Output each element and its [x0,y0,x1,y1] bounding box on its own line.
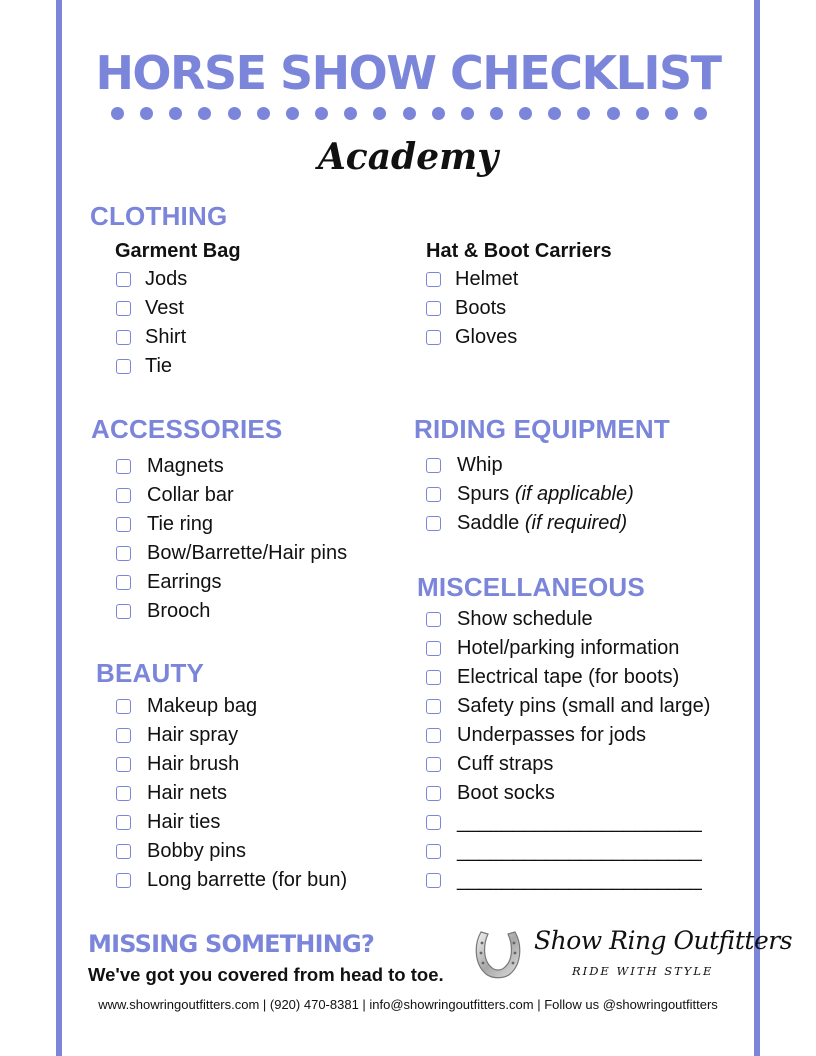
brand-slogan: RIDE WITH STYLE [572,964,714,978]
checkbox[interactable] [116,575,131,590]
brand-name: Show Ring Outfitters [534,926,793,955]
checklist-item-label: Boot socks [457,782,555,804]
checkbox[interactable] [116,699,131,714]
horseshoe-icon [472,926,524,980]
checkbox[interactable] [426,815,441,830]
checklist-item-label: Brooch [147,600,211,622]
divider-dot [198,107,211,120]
checklist-item-label: Safety pins (small and large) [457,695,711,717]
divider-dot [344,107,357,120]
divider-dot [257,107,270,120]
miscellaneous-heading: MISCELLANEOUS [417,572,645,602]
checklist-item-note: (if applicable) [514,483,634,505]
checkbox[interactable] [426,670,441,685]
checklist-item-label: Electrical tape (for boots) [457,666,680,688]
checkbox[interactable] [116,517,131,532]
checkbox[interactable] [116,488,131,503]
checklist-item-label: Show schedule [457,608,593,630]
divider-dot [228,107,241,120]
checklist-item-label: Hair spray [147,724,239,746]
checkbox[interactable] [116,728,131,743]
divider-dot [403,107,416,120]
divider-dot [286,107,299,120]
checkbox[interactable] [426,301,441,316]
checkbox[interactable] [426,728,441,743]
checklist-item-label: Long barrette (for bun) [147,869,348,891]
divider-dot [636,107,649,120]
checklist-item-label: Cuff straps [457,753,554,775]
checklist-item-label: Bobby pins [147,840,246,862]
checklist-item-label: Tie [145,355,173,377]
checklist-item-label [457,509,627,538]
checklist-item-label: Hair ties [147,811,221,833]
checkbox[interactable] [426,516,441,531]
checkbox[interactable] [426,844,441,859]
checkbox[interactable] [116,459,131,474]
checklist-item-label: Jods [145,268,188,290]
checkbox[interactable] [116,757,131,772]
checkbox[interactable] [116,330,131,345]
checklist-item-label: Collar bar [147,484,234,506]
divider-dot [665,107,678,120]
accessories-heading: ACCESSORIES [91,414,283,444]
checklist-item-label: Underpasses for jods [457,724,646,746]
checklist-item-label: ______________________ [457,869,702,891]
checkbox[interactable] [426,272,441,287]
brand-logo [472,924,793,982]
checkbox[interactable] [426,612,441,627]
page-title: HORSE SHOW CHECKLIST [95,46,721,100]
checklist-item-label: Earrings [147,571,222,593]
checkbox[interactable] [426,487,441,502]
checklist-item-label: Makeup bag [147,695,258,717]
checklist-item-label: Shirt [145,326,187,348]
checkbox[interactable] [426,873,441,888]
checklist-item-label: Gloves [455,326,518,348]
divider-dot [577,107,590,120]
checklist-item-label [457,451,503,480]
checklist-item-text: Whip [457,454,503,476]
checkbox[interactable] [116,359,131,374]
dotted-divider [111,107,707,121]
footer-contact: www.showringoutfitters.com | (920) 470-8381 | info@showringoutfitters.com | Follow us @showringoutfitters [98,997,718,1012]
checklist-item-text: Spurs [457,483,510,505]
checkbox[interactable] [116,844,131,859]
clothing-heading: CLOTHING [90,201,228,231]
checkbox[interactable] [116,786,131,801]
checkbox[interactable] [116,873,131,888]
checkbox[interactable] [116,272,131,287]
checklist-item-label: ______________________ [457,840,702,862]
riding-equipment-heading: RIDING EQUIPMENT [414,414,670,444]
checklist-item-label: Hotel/parking information [457,637,680,659]
checklist-item-label: Hair brush [147,753,240,775]
divider-dot [111,107,124,120]
checkbox[interactable] [426,786,441,801]
divider-dot [169,107,182,120]
divider-dot [432,107,445,120]
checkbox[interactable] [426,699,441,714]
checklist-item-note: (if required) [524,512,628,534]
checklist-item-label: Hair nets [147,782,228,804]
checklist-item-label: ______________________ [457,811,702,833]
checkbox[interactable] [426,330,441,345]
checklist-item-label: Vest [145,297,184,319]
checklist-item-label [457,480,634,509]
divider-dot [519,107,532,120]
checkbox[interactable] [426,641,441,656]
beauty-heading: BEAUTY [96,658,205,688]
checklist-item-text: Saddle [457,512,520,534]
checklist-item-label: Boots [455,297,507,319]
page-subtitle: Academy [317,136,499,178]
checklist-item-label: Helmet [455,268,519,290]
checkbox[interactable] [116,604,131,619]
promo-tagline: We've got you covered from head to toe. [88,964,444,985]
divider-dot [548,107,561,120]
checkbox[interactable] [426,458,441,473]
checklist-item-label: Tie ring [147,513,213,535]
garment-bag-heading: Garment Bag [115,240,241,262]
divider-dot [607,107,620,120]
checklist-item-label: Bow/Barrette/Hair pins [147,542,348,564]
checkbox[interactable] [426,757,441,772]
divider-dot [140,107,153,120]
divider-dot [490,107,503,120]
checkbox[interactable] [116,815,131,830]
hat-boot-carriers-heading: Hat & Boot Carriers [426,240,612,262]
missing-something-heading: MISSING SOMETHING? [88,930,375,958]
checklist-item-label: Magnets [147,455,224,477]
divider-dot [461,107,474,120]
divider-dot [694,107,707,120]
divider-dot [373,107,386,120]
checkbox[interactable] [116,546,131,561]
divider-dot [315,107,328,120]
checkbox[interactable] [116,301,131,316]
